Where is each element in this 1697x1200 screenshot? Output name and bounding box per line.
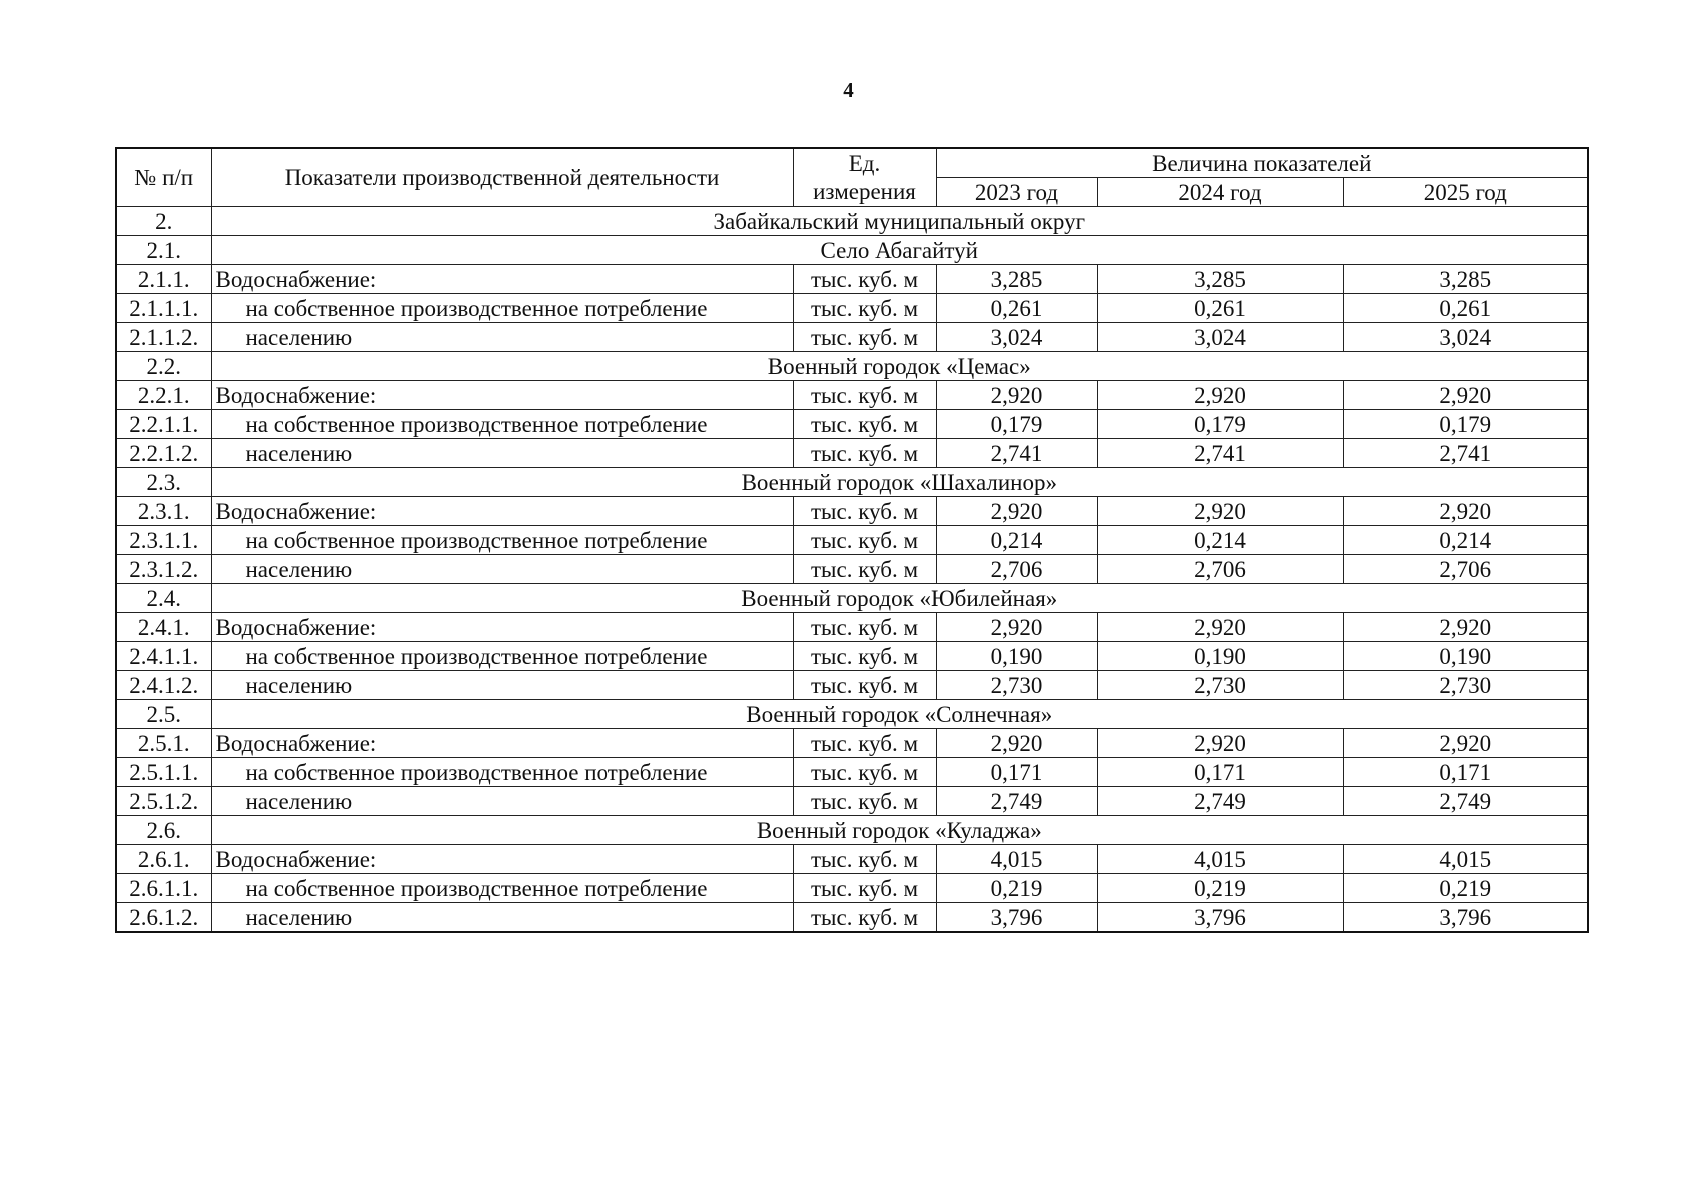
table-row: [116, 526, 1588, 555]
unit-cell: тыс. куб. м: [793, 758, 936, 787]
table-row: [116, 642, 1588, 671]
unit-cell: тыс. куб. м: [793, 642, 936, 671]
value-1: 2,749: [1097, 787, 1343, 816]
row-number: 2.3.1.2.: [116, 555, 211, 584]
unit-cell: тыс. куб. м: [793, 874, 936, 903]
unit-cell: тыс. куб. м: [793, 729, 936, 758]
section-title: Военный городок «Солнечная»: [211, 700, 1588, 729]
indicator-label: на собственное производственное потребление: [211, 642, 793, 671]
table-row: [116, 323, 1588, 352]
value-2: 2,741: [1343, 439, 1588, 468]
section-row: [116, 236, 1588, 265]
unit-cell: тыс. куб. м: [793, 526, 936, 555]
row-number: 2.4.1.1.: [116, 642, 211, 671]
value-2: 2,920: [1343, 497, 1588, 526]
header-year-1: 2024 год: [1097, 178, 1343, 207]
row-number: 2.1.: [116, 236, 211, 265]
value-0: 2,749: [936, 787, 1097, 816]
indicator-label: населению: [211, 555, 793, 584]
value-0: 2,730: [936, 671, 1097, 700]
row-number: 2.: [116, 207, 211, 236]
value-0: 0,214: [936, 526, 1097, 555]
indicator-label: Водоснабжение:: [211, 845, 793, 874]
value-1: 3,285: [1097, 265, 1343, 294]
value-2: 2,749: [1343, 787, 1588, 816]
unit-cell: тыс. куб. м: [793, 787, 936, 816]
value-1: 2,920: [1097, 381, 1343, 410]
indicator-label: населению: [211, 323, 793, 352]
table-row: [116, 758, 1588, 787]
table-row: [116, 555, 1588, 584]
header-year-2: 2025 год: [1343, 178, 1588, 207]
section-row: [116, 352, 1588, 381]
value-1: 2,741: [1097, 439, 1343, 468]
table-row: [116, 671, 1588, 700]
table-row: [116, 265, 1588, 294]
row-number: 2.4.1.2.: [116, 671, 211, 700]
table-body: [116, 207, 1588, 933]
row-number: 2.3.: [116, 468, 211, 497]
indicator-label: на собственное производственное потребление: [211, 758, 793, 787]
unit-cell: тыс. куб. м: [793, 410, 936, 439]
indicator-label: Водоснабжение:: [211, 613, 793, 642]
table-row: [116, 729, 1588, 758]
unit-cell: тыс. куб. м: [793, 845, 936, 874]
row-number: 2.5.1.2.: [116, 787, 211, 816]
value-0: 2,741: [936, 439, 1097, 468]
row-number: 2.2.1.: [116, 381, 211, 410]
indicator-label: на собственное производственное потребление: [211, 294, 793, 323]
indicators-table: [115, 147, 1589, 933]
value-2: 0,219: [1343, 874, 1588, 903]
value-1: 0,219: [1097, 874, 1343, 903]
value-0: 3,024: [936, 323, 1097, 352]
value-2: 2,706: [1343, 555, 1588, 584]
row-number: 2.4.1.: [116, 613, 211, 642]
row-number: 2.2.: [116, 352, 211, 381]
section-title: Забайкальский муниципальный округ: [211, 207, 1588, 236]
value-2: 0,190: [1343, 642, 1588, 671]
unit-cell: тыс. куб. м: [793, 294, 936, 323]
indicator-label: населению: [211, 439, 793, 468]
table-row: [116, 845, 1588, 874]
indicator-label: Водоснабжение:: [211, 381, 793, 410]
row-number: 2.2.1.1.: [116, 410, 211, 439]
unit-cell: тыс. куб. м: [793, 265, 936, 294]
indicator-label: населению: [211, 903, 793, 933]
value-1: 3,796: [1097, 903, 1343, 933]
unit-cell: тыс. куб. м: [793, 903, 936, 933]
value-0: 0,219: [936, 874, 1097, 903]
value-0: 2,920: [936, 729, 1097, 758]
value-2: 0,261: [1343, 294, 1588, 323]
row-number: 2.6.: [116, 816, 211, 845]
header-indicator: Показатели производственной деятельности: [211, 148, 793, 207]
table-row: [116, 381, 1588, 410]
value-1: 0,261: [1097, 294, 1343, 323]
header-year-0: 2023 год: [936, 178, 1097, 207]
header-unit-line1: Ед.: [848, 150, 881, 176]
header-num: № п/п: [116, 148, 211, 207]
indicator-label: Водоснабжение:: [211, 265, 793, 294]
value-1: 0,214: [1097, 526, 1343, 555]
row-number: 2.1.1.2.: [116, 323, 211, 352]
value-2: 2,920: [1343, 381, 1588, 410]
value-2: 0,179: [1343, 410, 1588, 439]
unit-cell: тыс. куб. м: [793, 323, 936, 352]
value-1: 2,920: [1097, 613, 1343, 642]
value-2: 2,730: [1343, 671, 1588, 700]
value-0: 0,171: [936, 758, 1097, 787]
row-number: 2.3.1.: [116, 497, 211, 526]
value-1: 3,024: [1097, 323, 1343, 352]
section-row: [116, 700, 1588, 729]
row-number: 2.3.1.1.: [116, 526, 211, 555]
row-number: 2.6.1.: [116, 845, 211, 874]
row-number: 2.5.1.1.: [116, 758, 211, 787]
section-title: Военный городок «Юбилейная»: [211, 584, 1588, 613]
indicator-label: Водоснабжение:: [211, 729, 793, 758]
value-1: 0,190: [1097, 642, 1343, 671]
table-row: [116, 787, 1588, 816]
table-row: [116, 903, 1588, 933]
page-number: 4: [843, 78, 854, 102]
table-row: [116, 294, 1588, 323]
indicator-label: населению: [211, 787, 793, 816]
header-unit: [793, 148, 936, 207]
value-2: 3,024: [1343, 323, 1588, 352]
unit-cell: тыс. куб. м: [793, 613, 936, 642]
row-number: 2.1.1.: [116, 265, 211, 294]
row-number: 2.2.1.2.: [116, 439, 211, 468]
value-0: 4,015: [936, 845, 1097, 874]
value-1: 2,920: [1097, 729, 1343, 758]
row-number: 2.6.1.2.: [116, 903, 211, 933]
unit-cell: тыс. куб. м: [793, 671, 936, 700]
unit-cell: тыс. куб. м: [793, 381, 936, 410]
value-0: 0,179: [936, 410, 1097, 439]
value-0: 0,261: [936, 294, 1097, 323]
value-0: 3,796: [936, 903, 1097, 933]
indicator-label: на собственное производственное потребление: [211, 410, 793, 439]
table-row: [116, 874, 1588, 903]
section-row: [116, 207, 1588, 236]
indicator-label: на собственное производственное потребление: [211, 874, 793, 903]
row-number: 2.5.: [116, 700, 211, 729]
row-number: 2.5.1.: [116, 729, 211, 758]
unit-cell: тыс. куб. м: [793, 555, 936, 584]
section-title: Село Абагайтуй: [211, 236, 1588, 265]
value-2: 3,285: [1343, 265, 1588, 294]
section-row: [116, 468, 1588, 497]
value-2: 4,015: [1343, 845, 1588, 874]
section-title: Военный городок «Цемас»: [211, 352, 1588, 381]
row-number: 2.6.1.1.: [116, 874, 211, 903]
value-1: 4,015: [1097, 845, 1343, 874]
value-1: 0,179: [1097, 410, 1343, 439]
unit-cell: тыс. куб. м: [793, 439, 936, 468]
value-0: 3,285: [936, 265, 1097, 294]
table-row: [116, 613, 1588, 642]
value-0: 2,920: [936, 497, 1097, 526]
table-row: [116, 497, 1588, 526]
value-2: 0,214: [1343, 526, 1588, 555]
indicator-label: Водоснабжение:: [211, 497, 793, 526]
value-1: 2,730: [1097, 671, 1343, 700]
row-number: 2.1.1.1.: [116, 294, 211, 323]
value-2: 2,920: [1343, 729, 1588, 758]
table-row: [116, 410, 1588, 439]
value-1: 2,920: [1097, 497, 1343, 526]
value-2: 3,796: [1343, 903, 1588, 933]
value-0: 0,190: [936, 642, 1097, 671]
section-title: Военный городок «Куладжа»: [211, 816, 1588, 845]
section-row: [116, 584, 1588, 613]
value-0: 2,920: [936, 381, 1097, 410]
indicator-label: на собственное производственное потребление: [211, 526, 793, 555]
value-0: 2,920: [936, 613, 1097, 642]
section-title: Военный городок «Шахалинор»: [211, 468, 1588, 497]
value-2: 2,920: [1343, 613, 1588, 642]
value-0: 2,706: [936, 555, 1097, 584]
section-row: [116, 816, 1588, 845]
unit-cell: тыс. куб. м: [793, 497, 936, 526]
header-values-group: Величина показателей: [936, 148, 1588, 178]
value-2: 0,171: [1343, 758, 1588, 787]
value-1: 0,171: [1097, 758, 1343, 787]
row-number: 2.4.: [116, 584, 211, 613]
value-1: 2,706: [1097, 555, 1343, 584]
indicator-label: населению: [211, 671, 793, 700]
header-unit-line2: измерения: [813, 178, 916, 204]
table-row: [116, 439, 1588, 468]
